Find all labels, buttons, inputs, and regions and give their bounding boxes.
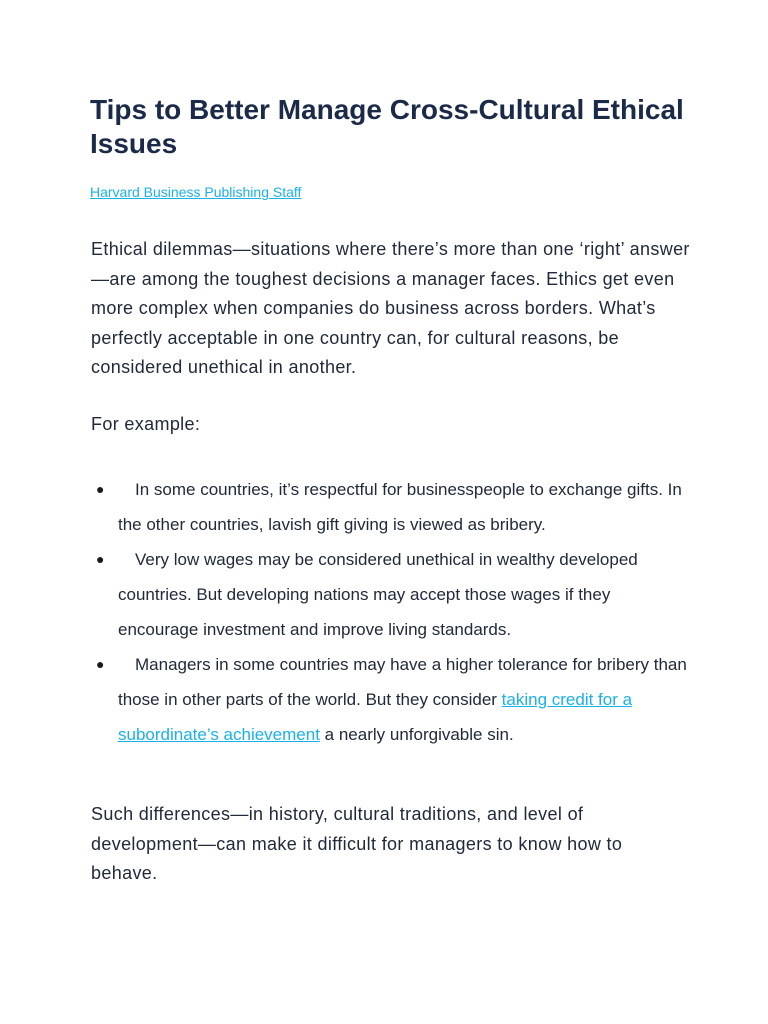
article-title: Tips to Better Manage Cross-Cultural Ethical Issues bbox=[90, 94, 684, 159]
author-link[interactable]: Harvard Business Publishing Staff bbox=[90, 184, 302, 200]
closing-paragraph: Such differences—in history, cultural traditions, and level of development—can make it difficult for managers to know how to behave. bbox=[91, 804, 623, 883]
list-item-text: Very low wages may be considered unethical in wealthy developed countries. But developing nations may accept those wages if they encourage investment and improve living standards. bbox=[118, 550, 638, 639]
list-item-text-after: a nearly unforgivable sin. bbox=[319, 725, 514, 744]
intro-paragraph: Ethical dilemmas—situations where there’s more than one ‘right’ answer—are among the toughest decisions a manager faces. Ethics get even more complex when companies do business across borders. What’s perfectly acceptable in one country can, for cultural reasons, be considered unethical in another. bbox=[91, 239, 690, 377]
bullet-icon: ● bbox=[96, 656, 105, 672]
list-item bbox=[0, 472, 688, 542]
list-item-text: In some countries, it’s respectful for businesspeople to exchange gifts. In the other countries, lavish gift giving is viewed as bribery. bbox=[118, 480, 682, 534]
bullet-icon: ● bbox=[96, 481, 105, 497]
list-item bbox=[0, 542, 688, 647]
example-label: For example: bbox=[91, 414, 201, 434]
subordinate-achievement-link[interactable]: taking credit for a subordinate’s achievement bbox=[118, 690, 633, 744]
list-item-text-before: Managers in some countries may have a higher tolerance for bribery than those in other parts of the world. But they consider bbox=[118, 655, 687, 709]
list-item bbox=[0, 647, 688, 752]
examples-list bbox=[0, 472, 768, 752]
bullet-icon: ● bbox=[96, 551, 105, 567]
